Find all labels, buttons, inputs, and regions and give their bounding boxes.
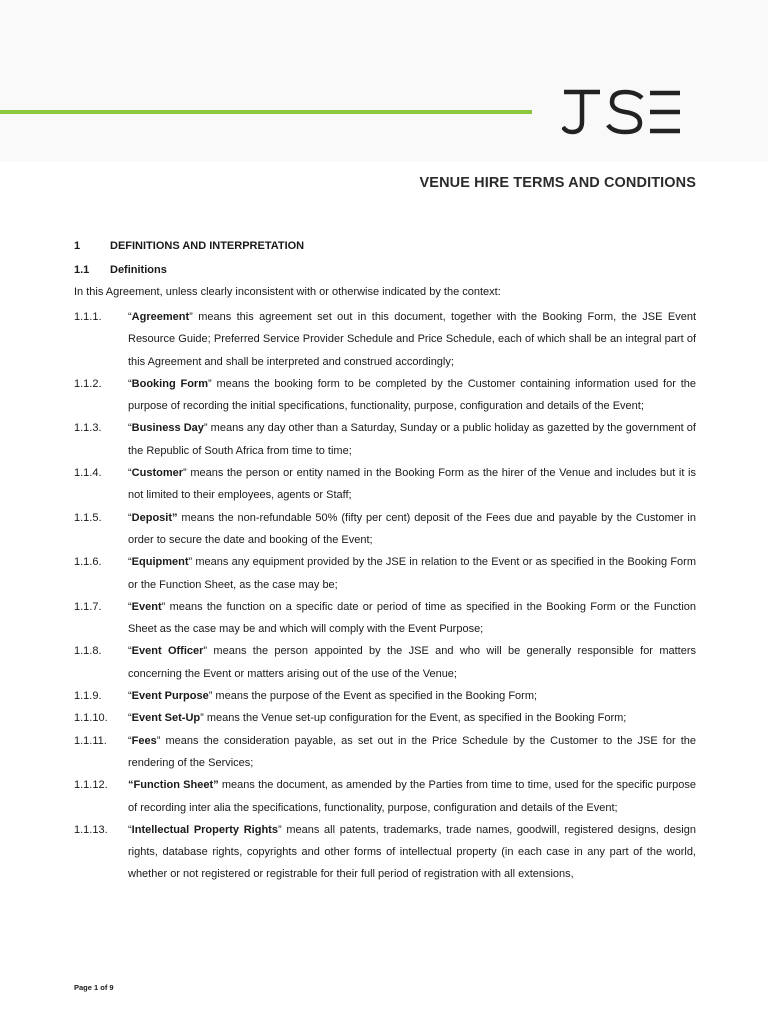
clause-number: 1.1.13. [74, 823, 108, 836]
clause-text: “Deposit” means the non-refundable 50% (fifty per cent) deposit of the Fees due and payable by the Customer in order to secure the date and booking of the Event; [128, 511, 696, 546]
clause-number: 1.1.6. [74, 556, 102, 569]
subsection-heading [74, 264, 167, 276]
intro-paragraph: In this Agreement, unless clearly inconsistent with or otherwise indicated by the context: [74, 286, 501, 298]
defined-term: Event Set-Up [131, 712, 201, 725]
accent-rule [0, 110, 532, 114]
clause-text: “Fees” means the consideration payable, as set out in the Price Schedule by the Customer to the JSE for the rendering of the Services; [128, 734, 696, 769]
clause [0, 685, 768, 707]
section-heading [74, 240, 304, 252]
subsection-number: 1.1 [74, 264, 90, 276]
defined-term: Booking Form [131, 377, 208, 390]
defined-term: Event Officer [131, 645, 204, 658]
clause-number: 1.1.12. [74, 779, 108, 792]
clause [0, 730, 768, 775]
clause-text: “Event Purpose” means the purpose of the Event as specified in the Booking Form; [128, 690, 538, 703]
defined-term: Fees [131, 734, 157, 747]
clause-number: 1.1.10. [74, 712, 108, 725]
clause-number: 1.1.9. [74, 690, 102, 703]
defined-term: Intellectual Property Rights [131, 823, 278, 836]
clause-text: “Event Set-Up” means the Venue set-up configuration for the Event, as specified in the Booking Form; [128, 712, 627, 725]
jse-logo [562, 87, 682, 137]
defined-term: “Function Sheet” [128, 779, 219, 792]
clause [0, 507, 768, 552]
defined-term: Event Purpose [131, 690, 209, 703]
clause-text: “Intellectual Property Rights” means all patents, trademarks, trade names, goodwill, registered designs, design rights, database rights, copyrights and other forms of intellectual property (in each case in any part of the world, whether or not registered or registrable for their full period of registration with all extensions, [128, 823, 696, 881]
clause-number: 1.1.1. [74, 311, 102, 323]
clause [0, 417, 768, 462]
defined-term: Customer [131, 467, 184, 480]
clause [0, 596, 768, 641]
clause-text: “Event Officer” means the person appointed by the JSE and who will be generally responsible for matters concerning the Event or matters arising out of the use of the Venue; [128, 645, 696, 680]
clause-text: “Business Day” means any day other than a Saturday, Sunday or a public holiday as gazetted by the government of the Republic of South Africa from time to time; [128, 422, 696, 457]
clause [0, 551, 768, 596]
clause [0, 462, 768, 507]
clause-text: “Booking Form” means the booking form to be completed by the Customer containing information used for the purpose of recording the initial specifications, functionality, purpose, configuration and details of the Event; [128, 377, 696, 413]
clause-number: 1.1.11. [74, 734, 107, 747]
defined-term: Event [131, 600, 162, 613]
clause-text: “Equipment” means any equipment provided by the JSE in relation to the Event or as specified in the Booking Form or the Function Sheet, as the case may be; [128, 556, 696, 591]
subsection-title: Definitions [110, 264, 167, 276]
clause [0, 774, 768, 819]
clause-number: 1.1.2. [74, 377, 102, 390]
clause-number: 1.1.3. [74, 422, 102, 435]
clause [0, 640, 768, 685]
section-title: DEFINITIONS AND INTERPRETATION [110, 240, 305, 252]
clause-number: 1.1.8. [74, 645, 102, 658]
clause-text: “Function Sheet” means the document, as amended by the Parties from time to time, used for the specific purpose of recording inter alia the specifications, functionality, purpose, configuration and details of the Event; [128, 779, 696, 814]
clause [0, 707, 768, 729]
document-title: VENUE HIRE TERMS AND CONDITIONS [419, 175, 696, 191]
clause-number: 1.1.7. [74, 600, 102, 613]
clause-text: “Agreement” means this agreement set out in this document, together with the Booking Form, the JSE Event Resource Guide; Preferred Service Provider Schedule and Price Schedule, each of which shall be an integral part of this Agreement and shall be interpreted and construed accordingly; [128, 311, 696, 368]
clause [0, 306, 768, 373]
defined-term: Equipment [131, 556, 189, 569]
clause [0, 819, 768, 886]
page-number: Page 1 of 9 [74, 983, 114, 992]
clause-number: 1.1.5. [74, 511, 102, 524]
defined-term: Deposit” [131, 511, 178, 524]
defined-term: Agreement [131, 311, 190, 323]
defined-term: Business Day [131, 422, 204, 435]
section-number: 1 [74, 240, 81, 252]
clause-number: 1.1.4. [74, 467, 102, 480]
clause [0, 373, 768, 418]
definitions-list [0, 306, 768, 886]
header-band [0, 0, 768, 162]
clause-text: “Event” means the function on a specific date or period of time as specified in the Booking Form or the Function Sheet as the case may be and which will comply with the Event Purpose; [128, 600, 696, 636]
clause-text: “Customer” means the person or entity named in the Booking Form as the hirer of the Venue and includes but it is not limited to their employees, agents or Staff; [128, 467, 696, 502]
